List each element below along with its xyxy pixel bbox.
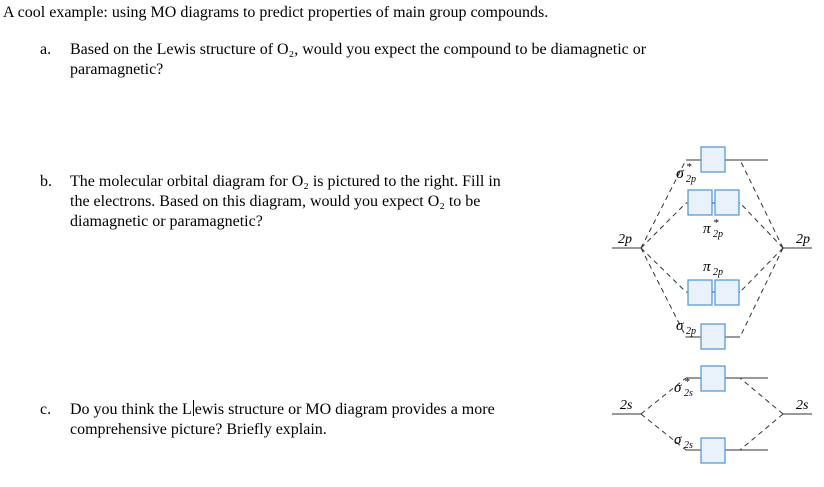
orbital-subscript: 2p bbox=[713, 229, 723, 240]
connector-line bbox=[740, 160, 783, 248]
orbital-symbol: σ bbox=[676, 165, 684, 182]
orbital-box-pi-2p-star-2[interactable] bbox=[715, 190, 739, 215]
question-letter: c. bbox=[40, 401, 52, 418]
connector-line bbox=[740, 414, 783, 450]
question-letter: a. bbox=[40, 41, 52, 58]
label-pi-2p-star bbox=[703, 217, 723, 240]
orbital-superscript: * bbox=[686, 161, 692, 173]
atomic-label-2s-left: 2s bbox=[620, 398, 633, 413]
connector-line bbox=[740, 248, 783, 292]
orbital-box-sigma-2p-star[interactable] bbox=[701, 147, 725, 172]
orbital-boxes bbox=[688, 147, 739, 463]
connector-line bbox=[740, 248, 783, 337]
page-title: A cool example: using MO diagrams to predict properties of main group compounds. bbox=[3, 4, 549, 21]
orbital-subscript: 2p bbox=[713, 267, 723, 278]
orbital-superscript: * bbox=[684, 376, 690, 388]
question-text-line: The molecular orbital diagram for O₂ is pictured to the right. Fill in bbox=[70, 173, 501, 190]
orbital-symbol: σ bbox=[674, 380, 682, 396]
orbital-symbol: σ bbox=[676, 318, 684, 334]
orbital-superscript: * bbox=[713, 217, 719, 229]
question-text-line: diamagnetic or paramagnetic? bbox=[70, 213, 263, 230]
label-sigma-2s-star bbox=[674, 376, 693, 399]
orbital-box-sigma-2s-star[interactable] bbox=[701, 366, 725, 391]
label-pi-2p bbox=[703, 259, 723, 278]
orbital-box-pi-2p-1[interactable] bbox=[688, 280, 712, 305]
question-text-line: comprehensive picture? Briefly explain. bbox=[70, 421, 327, 438]
label-sigma-2p-star bbox=[676, 161, 696, 185]
question-text-part: ewis structure or MO diagram provides a more bbox=[194, 401, 495, 418]
atomic-label-2p-left: 2p bbox=[618, 232, 632, 247]
orbital-subscript: 2s bbox=[684, 388, 693, 399]
orbital-subscript: 2p bbox=[686, 174, 696, 185]
orbital-subscript: 2s bbox=[684, 440, 693, 451]
question-text-part: Do you think the L bbox=[70, 401, 192, 418]
connector-line bbox=[641, 248, 686, 292]
label-sigma-2s bbox=[674, 432, 693, 451]
orbital-symbol: π bbox=[703, 221, 711, 237]
orbital-box-pi-2p-2[interactable] bbox=[715, 280, 739, 305]
orbital-symbol: π bbox=[703, 259, 711, 275]
question-text-line: the electrons. Based on this diagram, would you expect O₂ to be bbox=[70, 193, 481, 210]
atomic-label-2p-right: 2p bbox=[796, 232, 810, 247]
question-text-line: Based on the Lewis structure of O₂, would you expect the compound to be diamagnetic or bbox=[70, 41, 647, 58]
orbital-box-sigma-2s[interactable] bbox=[701, 438, 725, 463]
connector-line bbox=[740, 378, 783, 414]
orbital-symbol: σ bbox=[674, 432, 682, 448]
orbital-subscript: 2p bbox=[686, 326, 696, 337]
orbital-box-sigma-2p[interactable] bbox=[701, 324, 725, 349]
atomic-label-2s-right: 2s bbox=[796, 398, 809, 413]
orbital-box-pi-2p-star-1[interactable] bbox=[688, 190, 712, 215]
connector-line bbox=[740, 203, 783, 248]
connector-line bbox=[641, 203, 686, 248]
label-sigma-2p bbox=[676, 318, 696, 337]
question-letter: b. bbox=[40, 173, 52, 190]
question-text-line: paramagnetic? bbox=[70, 61, 164, 78]
